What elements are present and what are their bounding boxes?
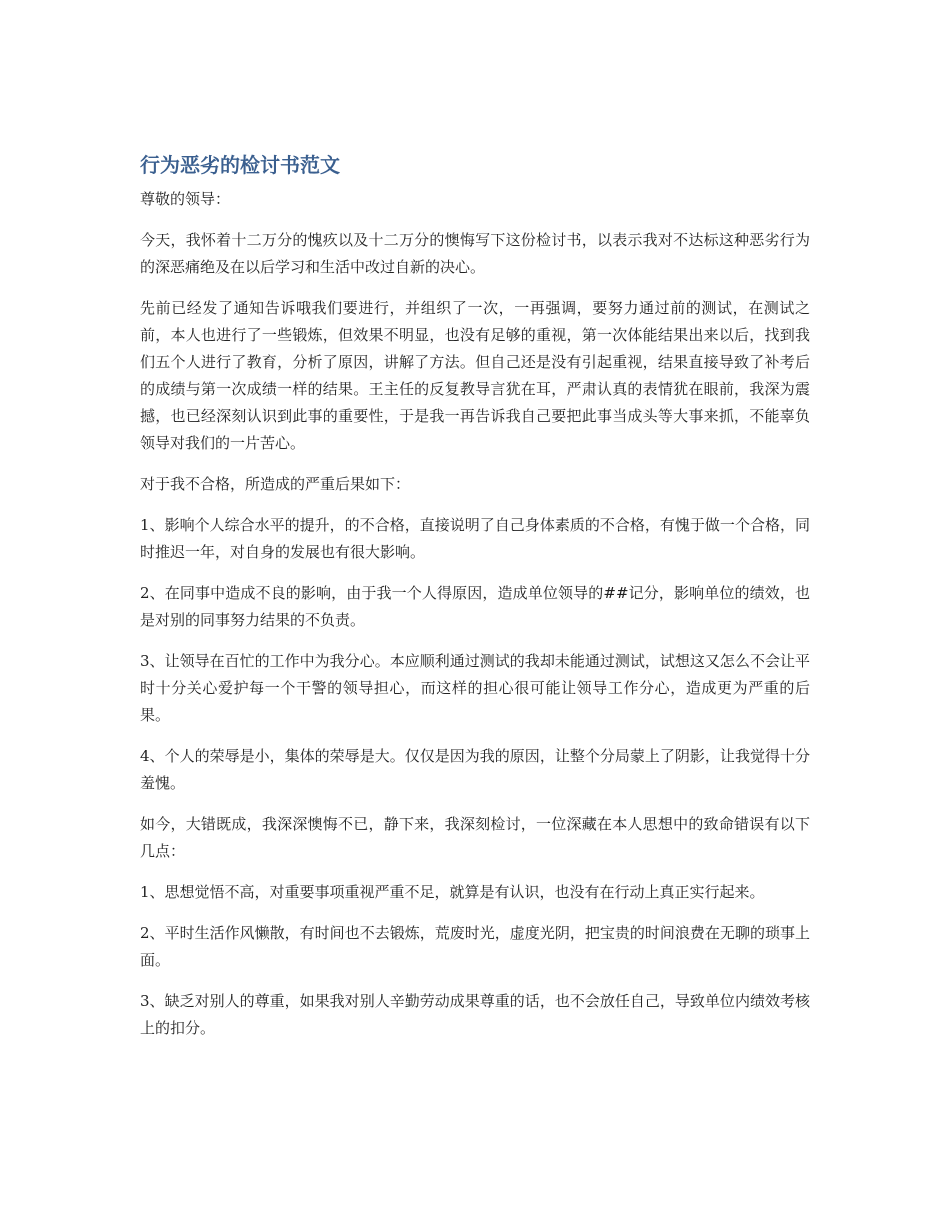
error-item-2: 2、平时生活作风懒散，有时间也不去锻炼，荒废时光，虚度光阴，把宝贵的时间浪费在无聊的琐事上面。 — [140, 924, 810, 969]
paragraph-errors-heading: 如今，大错既成，我深深懊悔不已，静下来，我深刻检讨，一位深藏在本人思想中的致命错误有以下几点： — [140, 815, 810, 860]
document-title: 行为恶劣的检讨书范文 — [140, 153, 340, 177]
consequence-item-2: 2、在同事中造成不良的影响，由于我一个人得原因，造成单位领导的##记分，影响单位的绩效，也是对别的同事努力结果的不负责。 — [140, 584, 810, 629]
salutation: 尊敬的领导： — [140, 190, 231, 208]
consequence-item-1: 1、影响个人综合水平的提升，的不合格，直接说明了自己身体素质的不合格，有愧于做一个合格，同时推迟一年，对自身的发展也有很大影响。 — [140, 516, 810, 561]
paragraph-intro: 今天，我怀着十二万分的愧疚以及十二万分的懊悔写下这份检讨书，以表示我对不达标这种恶劣行为的深恶痛绝及在以后学习和生活中改过自新的决心。 — [140, 231, 810, 276]
error-item-1: 1、思想觉悟不高，对重要事项重视严重不足，就算是有认识，也没有在行动上真正实行起来。 — [140, 883, 765, 901]
document-body — [140, 150, 810, 1056]
consequence-item-3: 3、让领导在百忙的工作中为我分心。本应顺利通过测试的我却未能通过测试，试想这又怎么不会让平时十分关心爱护每一个干警的领导担心，而这样的担心很可能让领导工作分心，造成更为严重的后果。 — [140, 652, 810, 724]
paragraph-background: 先前已经发了通知告诉哦我们要进行，并组织了一次，一再强调，要努力通过前的测试，在测试之前，本人也进行了一些锻炼，但效果不明显，也没有足够的重视，第一次体能结果出来以后，找到我们五个人进行了教育，分析了原因，讲解了方法。但自己还是没有引起重视，结果直接导致了补考后的成绩与第一次成绩一样的结果。王主任的反复教导言犹在耳，严肃认真的表情犹在眼前，我深为震撼，也已经深刻认识到此事的重要性，于是我一再告诉我自己要把此事当成头等大事来抓，不能辜负领导对我们的一片苦心。 — [140, 299, 810, 452]
consequence-item-4: 4、个人的荣辱是小，集体的荣辱是大。仅仅是因为我的原因，让整个分局蒙上了阴影，让我觉得十分羞愧。 — [140, 747, 810, 792]
error-item-3: 3、缺乏对别人的尊重，如果我对别人辛勤劳动成果尊重的话，也不会放任自己，导致单位内绩效考核上的扣分。 — [140, 992, 810, 1037]
paragraph-consequences-heading: 对于我不合格，所造成的严重后果如下： — [140, 475, 411, 493]
